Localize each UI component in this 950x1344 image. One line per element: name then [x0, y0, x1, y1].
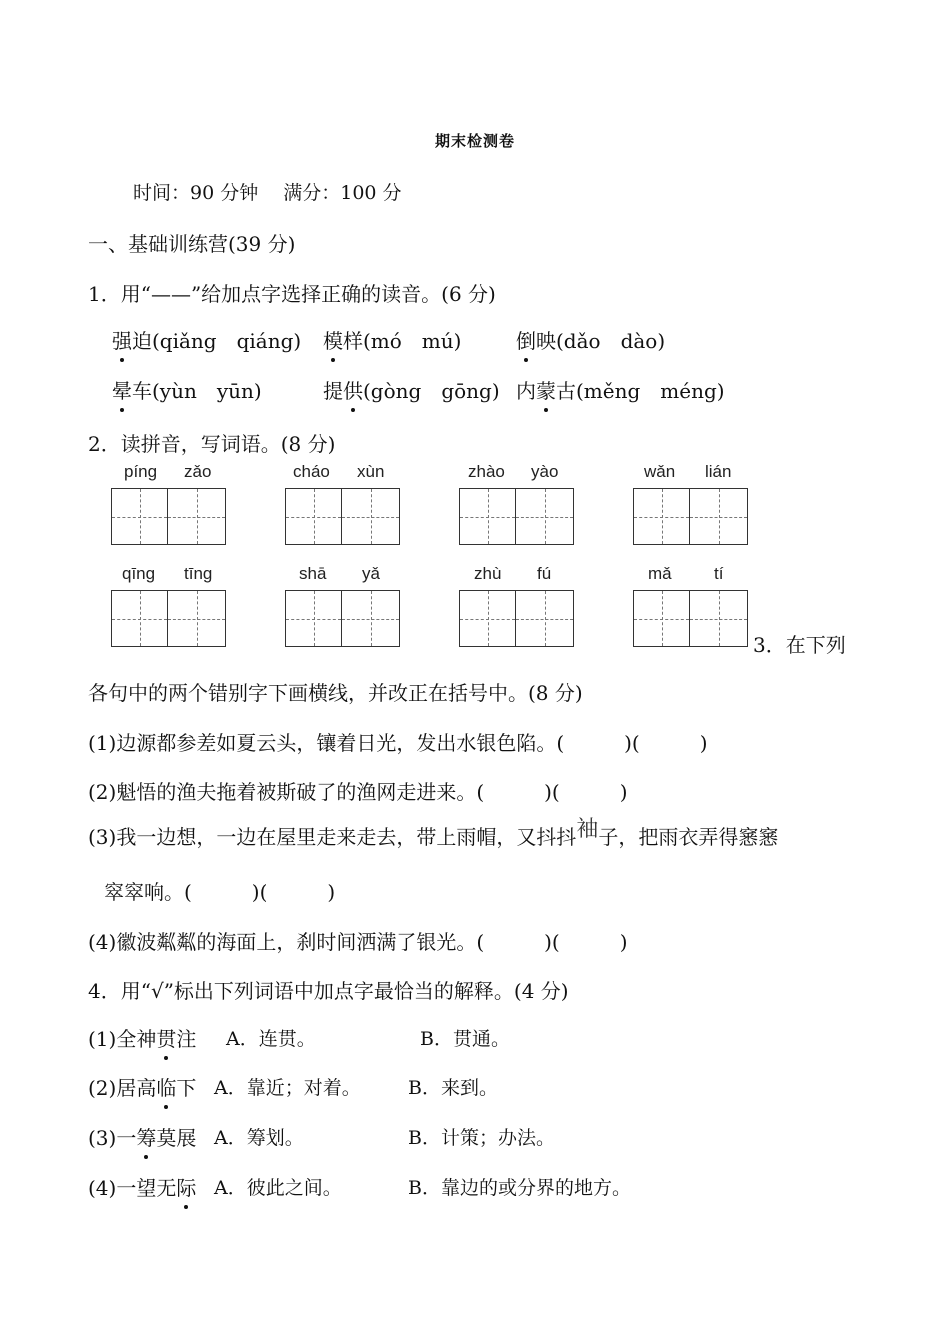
pinyin-label: fú — [537, 564, 552, 583]
writing-grid[interactable] — [633, 488, 748, 545]
writing-cell[interactable] — [111, 590, 168, 647]
q4-option-b[interactable]: B．靠边的或分界的地方。 — [408, 1177, 631, 1199]
writing-cell[interactable] — [690, 488, 748, 545]
dotted-char: 倒 — [516, 325, 536, 354]
q1-item: 强迫(qiǎng qiáng) — [112, 325, 301, 354]
pinyin-label: yào — [531, 462, 559, 481]
pinyin-label: zhào — [468, 462, 505, 481]
dotted-char: 际 — [176, 1172, 196, 1201]
q1-item: 倒映(dǎo dào) — [516, 325, 665, 354]
writing-grid[interactable] — [285, 590, 400, 647]
q4-term: (4)一望无际 — [88, 1172, 196, 1201]
q4-term: (1)全神贯注 — [88, 1023, 196, 1052]
q3-sentence-1: (1)边源都参差如夏云头，镶着日光，发出水银色陷。( )( ) — [88, 731, 708, 755]
pinyin-label: qīng — [122, 564, 156, 583]
pinyin-label: tí — [714, 564, 724, 583]
pinyin-label: píng — [124, 462, 158, 481]
dotted-char: 供 — [343, 375, 363, 404]
q4-option-a[interactable]: A．连贯。 — [226, 1028, 316, 1050]
writing-cell[interactable] — [516, 488, 574, 545]
q4-option-b[interactable]: B．贯通。 — [420, 1028, 510, 1050]
q4-option-b[interactable]: B．计策；办法。 — [408, 1127, 555, 1149]
writing-cell[interactable] — [168, 488, 226, 545]
q3-sentence-2: (2)魁悟的渔夫拖着被斯破了的渔网走进来。( )( ) — [88, 780, 628, 804]
q1-heading: 1．用“——”给加点字选择正确的读音。(6 分) — [88, 282, 496, 306]
pinyin-label: zǎo — [184, 462, 212, 481]
writing-grid[interactable] — [459, 488, 574, 545]
section-1-heading: 一、基础训练营(39 分) — [88, 232, 296, 256]
writing-grid[interactable] — [111, 590, 226, 647]
pinyin-label: mǎ — [648, 564, 672, 583]
writing-cell[interactable] — [633, 590, 690, 647]
pinyin-label: wǎn — [644, 462, 676, 481]
q1-item: 模样(mó mú) — [323, 325, 461, 354]
writing-cell[interactable] — [285, 488, 342, 545]
writing-cell[interactable] — [342, 590, 400, 647]
q4-option-b[interactable]: B．来到。 — [408, 1077, 498, 1099]
writing-cell[interactable] — [459, 488, 516, 545]
pinyin-label: xùn — [357, 462, 385, 481]
exam-meta: 时间：90 分钟 满分：100 分 — [133, 182, 402, 204]
writing-grid[interactable] — [459, 590, 574, 647]
dotted-char: 蒙 — [536, 375, 556, 404]
q1-item: 晕车(yùn yūn) — [112, 375, 262, 404]
q2-heading: 2．读拼音，写词语。(8 分) — [88, 432, 336, 456]
dotted-char: 晕 — [112, 375, 132, 404]
pinyin-label: cháo — [293, 462, 330, 481]
writing-grid[interactable] — [111, 488, 226, 545]
writing-cell[interactable] — [342, 488, 400, 545]
writing-cell[interactable] — [111, 488, 168, 545]
q3-heading-start: 3．在下列 — [753, 633, 846, 657]
writing-grid[interactable] — [633, 590, 748, 647]
sleeve-char: 袖 — [576, 817, 599, 842]
dotted-char: 筹 — [136, 1122, 156, 1151]
q4-option-a[interactable]: A．筹划。 — [214, 1127, 304, 1149]
q1-item: 提供(gòng gōng) — [323, 375, 500, 404]
q3-sentence-3: (3)我一边想，一边在屋里走来走去，带上雨帽，又抖抖袖子，把雨衣弄得窸窸 — [88, 817, 779, 849]
writing-cell[interactable] — [516, 590, 574, 647]
writing-cell[interactable] — [285, 590, 342, 647]
q4-term: (3)一筹莫展 — [88, 1122, 196, 1151]
q3-sentence-3-cont: 窣窣响。( )( ) — [104, 880, 336, 904]
q3-sentence-4: (4)徽波粼粼的海面上，刹时间洒满了银光。( )( ) — [88, 930, 628, 954]
writing-cell[interactable] — [690, 590, 748, 647]
writing-cell[interactable] — [633, 488, 690, 545]
dotted-char: 模 — [323, 325, 343, 354]
page-title: 期末检测卷 — [434, 132, 515, 150]
q1-item: 内蒙古(měng méng) — [516, 375, 725, 404]
dotted-char: 强 — [112, 325, 132, 354]
pinyin-label: yǎ — [362, 564, 380, 583]
q4-option-a[interactable]: A．靠近；对着。 — [214, 1077, 361, 1099]
writing-grid[interactable] — [285, 488, 400, 545]
pinyin-label: tīng — [184, 564, 213, 583]
q4-term: (2)居高临下 — [88, 1072, 196, 1101]
q3-heading: 各句中的两个错别字下画横线，并改正在括号中。(8 分) — [88, 681, 583, 705]
pinyin-label: zhù — [474, 564, 502, 583]
dotted-char: 贯 — [156, 1023, 176, 1052]
q4-option-a[interactable]: A．彼此之间。 — [214, 1177, 342, 1199]
writing-cell[interactable] — [168, 590, 226, 647]
pinyin-label: shā — [299, 564, 327, 583]
writing-cell[interactable] — [459, 590, 516, 647]
pinyin-label: lián — [705, 462, 732, 481]
q4-heading: 4．用“√”标出下列词语中加点字最恰当的解释。(4 分) — [88, 979, 569, 1003]
dotted-char: 临 — [156, 1072, 176, 1101]
